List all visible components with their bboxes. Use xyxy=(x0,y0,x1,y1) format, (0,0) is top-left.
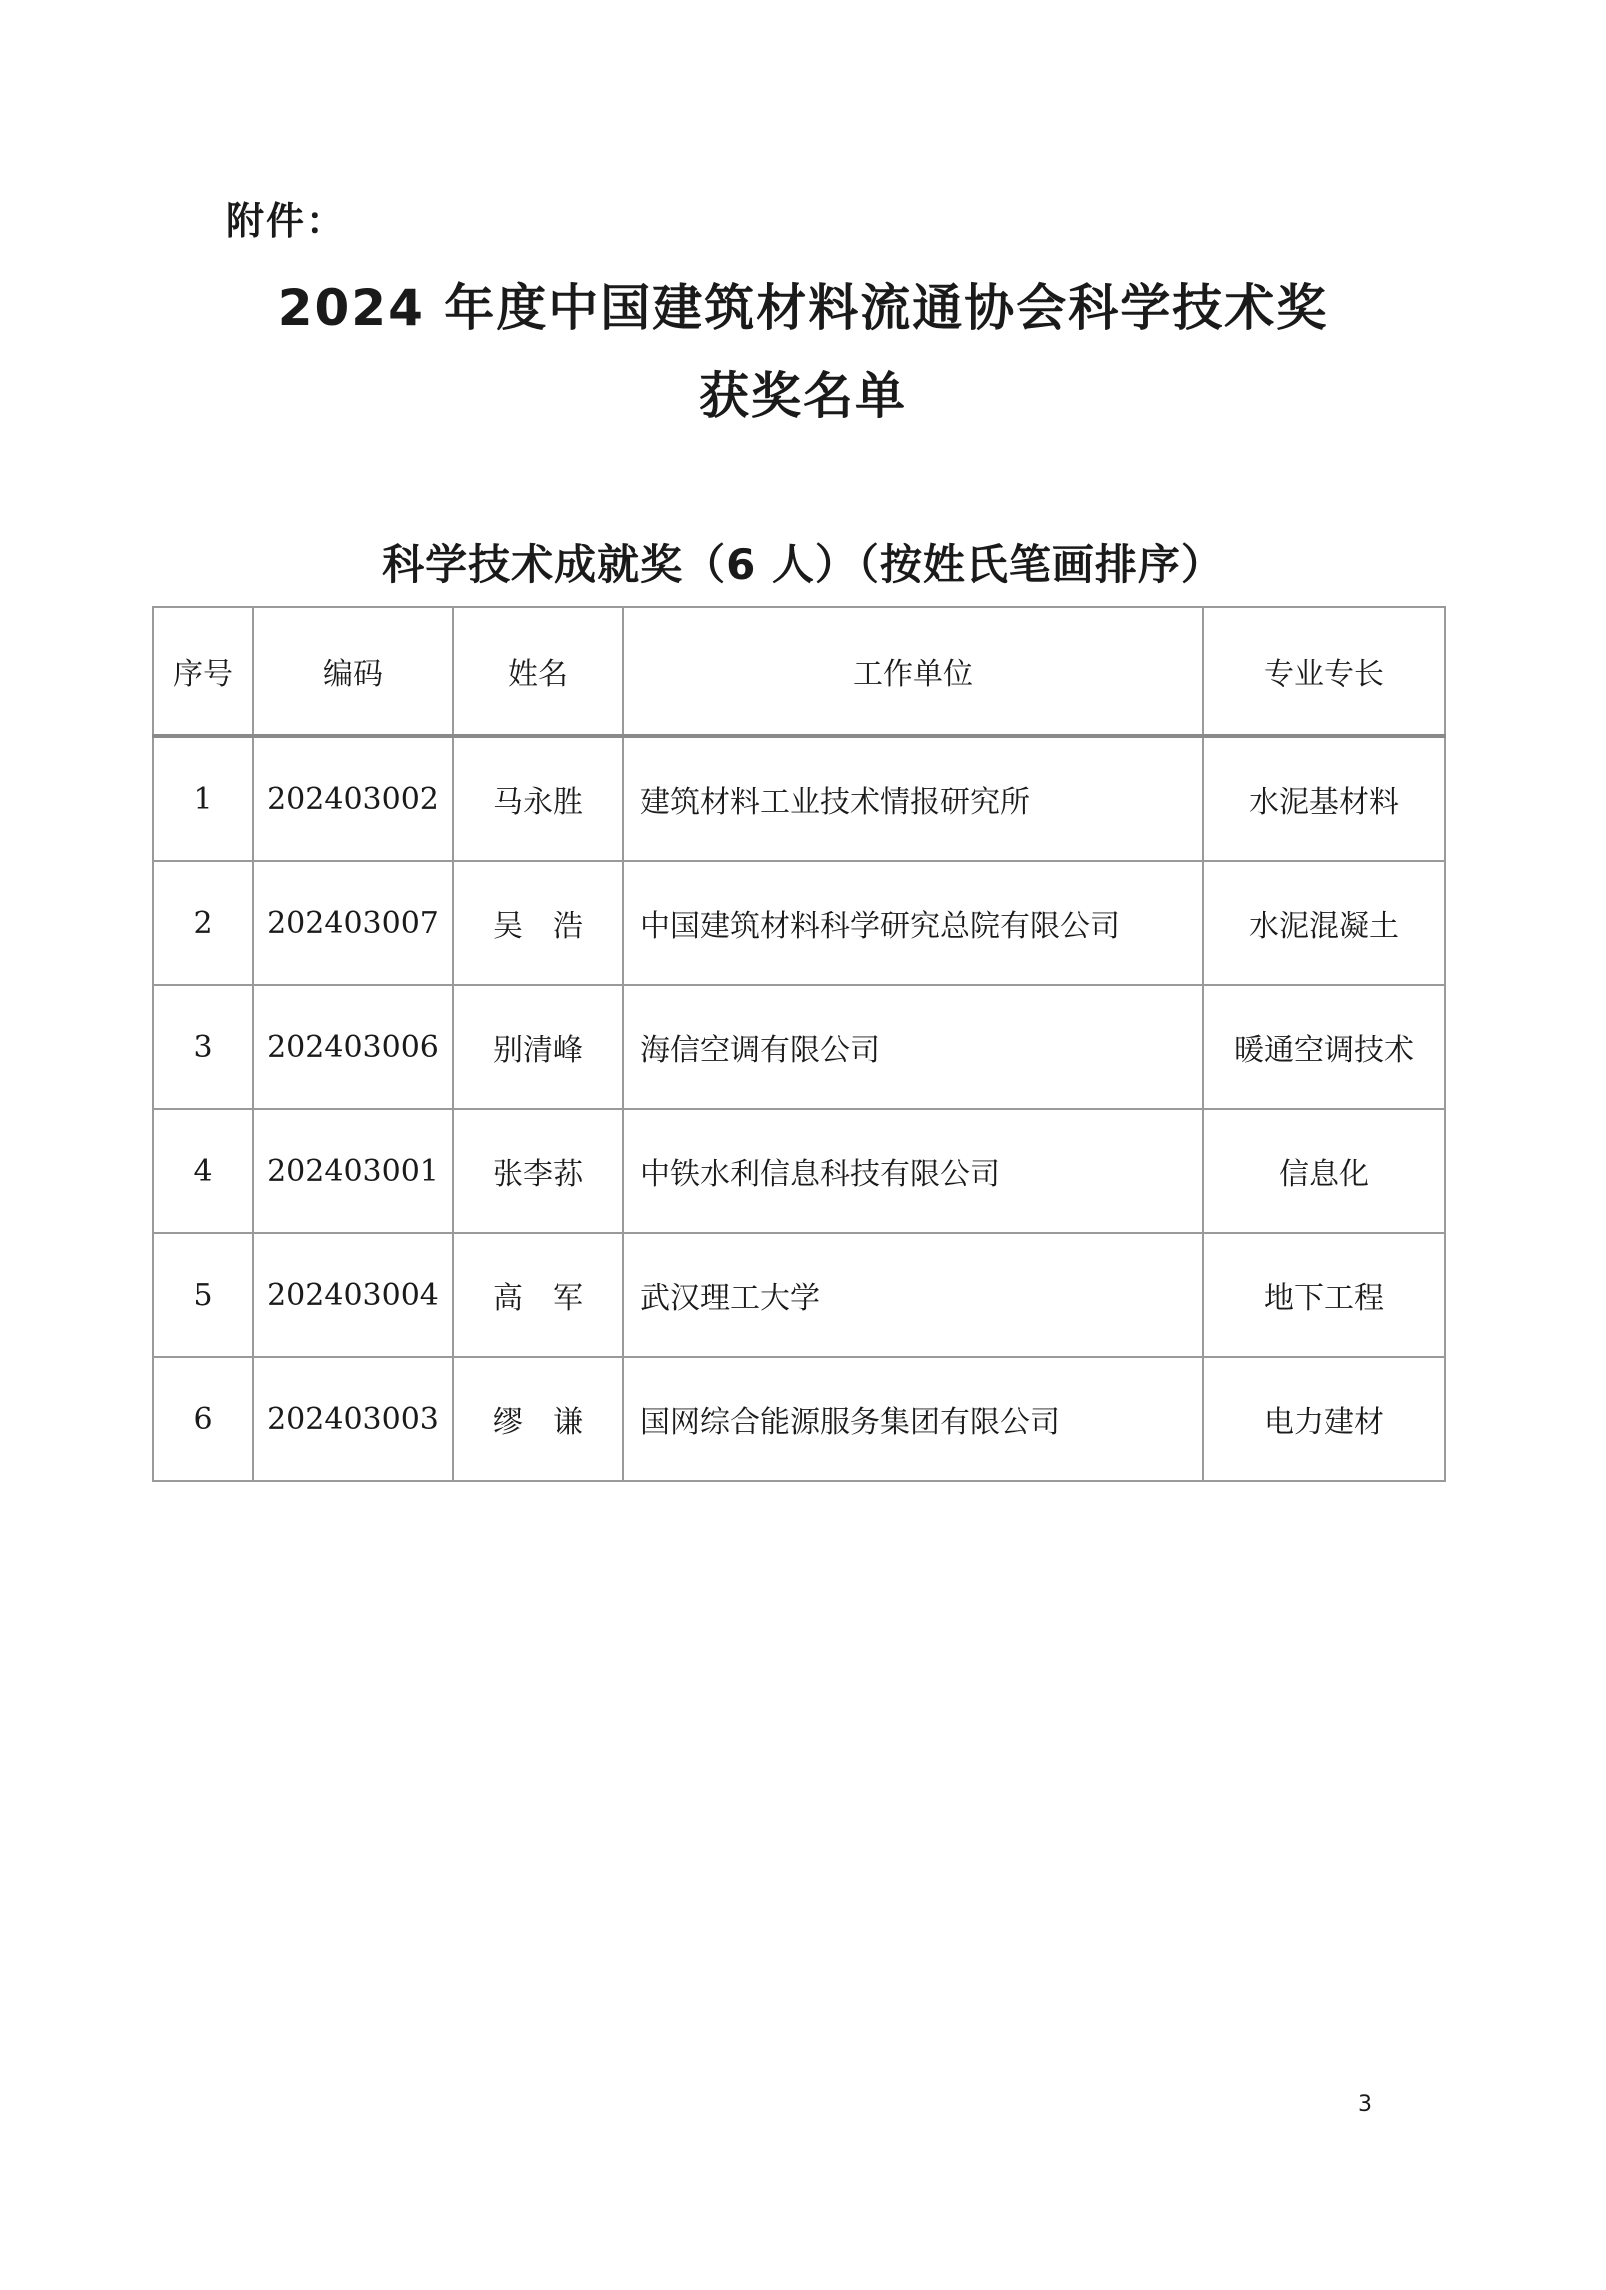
table-row xyxy=(153,985,1445,1109)
cell-name: 别清峰 xyxy=(453,985,623,1109)
header-specialty: 专业专长 xyxy=(1203,607,1445,736)
table-header-row xyxy=(153,607,1445,736)
cell-employer: 中铁水利信息科技有限公司 xyxy=(623,1109,1203,1233)
header-name: 姓名 xyxy=(453,607,623,736)
cell-specialty: 地下工程 xyxy=(1203,1233,1445,1357)
attachment-label: 附件： xyxy=(226,199,347,243)
table-row xyxy=(153,861,1445,985)
table-row xyxy=(153,736,1445,861)
cell-specialty: 水泥基材料 xyxy=(1203,736,1445,861)
section-heading: 科学技术成就奖（6 人）（按姓氏笔画排序） xyxy=(382,540,1224,589)
cell-index: 6 xyxy=(153,1357,253,1481)
cell-employer: 海信空调有限公司 xyxy=(623,985,1203,1109)
cell-employer: 建筑材料工业技术情报研究所 xyxy=(623,736,1203,861)
header-code: 编码 xyxy=(253,607,453,736)
cell-employer: 中国建筑材料科学研究总院有限公司 xyxy=(623,861,1203,985)
cell-code: 202403007 xyxy=(253,861,453,985)
cell-name: 张李荪 xyxy=(453,1109,623,1233)
cell-code: 202403001 xyxy=(253,1109,453,1233)
cell-index: 3 xyxy=(153,985,253,1109)
cell-name: 高 军 xyxy=(453,1233,623,1357)
document-title-line-2: 获奖名单 xyxy=(699,367,907,425)
cell-name: 马永胜 xyxy=(453,736,623,861)
cell-code: 202403003 xyxy=(253,1357,453,1481)
cell-code: 202403004 xyxy=(253,1233,453,1357)
cell-specialty: 电力建材 xyxy=(1203,1357,1445,1481)
header-employer: 工作单位 xyxy=(623,607,1203,736)
cell-specialty: 信息化 xyxy=(1203,1109,1445,1233)
cell-employer: 国网综合能源服务集团有限公司 xyxy=(623,1357,1203,1481)
cell-index: 1 xyxy=(153,736,253,861)
table-row xyxy=(153,1109,1445,1233)
table-row xyxy=(153,1233,1445,1357)
cell-name: 缪 谦 xyxy=(453,1357,623,1481)
cell-index: 2 xyxy=(153,861,253,985)
page-number: 3 xyxy=(1358,2092,1372,2117)
cell-index: 5 xyxy=(153,1233,253,1357)
document-title-line-1: 2024 年度中国建筑材料流通协会科学技术奖 xyxy=(277,279,1329,337)
header-index: 序号 xyxy=(153,607,253,736)
cell-specialty: 暖通空调技术 xyxy=(1203,985,1445,1109)
cell-name: 吴 浩 xyxy=(453,861,623,985)
cell-specialty: 水泥混凝土 xyxy=(1203,861,1445,985)
cell-employer: 武汉理工大学 xyxy=(623,1233,1203,1357)
award-table xyxy=(152,606,1446,1482)
cell-code: 202403006 xyxy=(253,985,453,1109)
cell-code: 202403002 xyxy=(253,736,453,861)
cell-index: 4 xyxy=(153,1109,253,1233)
table-row xyxy=(153,1357,1445,1481)
